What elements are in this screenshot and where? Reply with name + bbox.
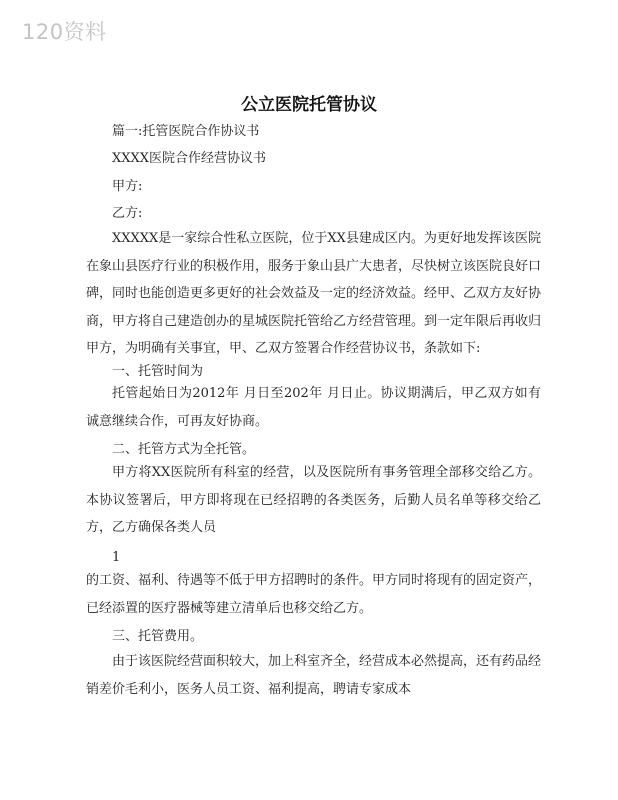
document-title: 公立医院托管协议 xyxy=(241,95,377,115)
section-1-heading: 一、托管时间为 xyxy=(112,364,204,379)
party-a-label: 甲方: xyxy=(112,179,143,194)
section-3-body: 由于该医院经营面积较大，加上科室齐全，经营成本必然提高，还有药品经销差价毛利小，医务人员工资、福利提高，聘请专家成本 xyxy=(86,654,542,697)
watermark: 120资料 xyxy=(22,20,107,44)
section-2-heading: 二、托管方式为全托管。 xyxy=(112,442,256,457)
section-1-body: 托管起始日为2012年 月日至202年 月日止。协议期满后，甲乙双方如有诚意继续合作，可再友好协商。 xyxy=(86,386,541,429)
subtitle: 篇一:托管医院合作协议书 xyxy=(112,124,260,139)
section-2-continued: 的工资、福利、待遇等不低于甲方招聘时的条件。甲方同时将现有的固定资产，已经添置的医疗器械等建立清单后也移交给乙方。 xyxy=(86,573,542,616)
section-3-heading: 三、托管费用。 xyxy=(112,629,204,644)
page-number: 1 xyxy=(112,550,121,565)
intro-paragraph: XXXXX是一家综合性私立医院，位于XX县建成区内。为更好地发挥该医院在象山县医疗行业的积极作用，服务于象山县广大患者，尽快树立该医院良好口碑，同时也能创造更多更好的社会效益及一定的经济效益。经甲、乙双方友好协商，甲方将自己建造创办的星城医院托管给乙方经营管理。到一定年限后再收归甲方，为明确有关事宜，甲、乙双方签署合作经营协议书，条款如下: xyxy=(86,231,542,356)
section-2-body: 甲方将XX医院所有科室的经营，以及医院所有事务管理全部移交给乙方。本协议签署后，甲方即将现在已经招聘的各类医务，后勤人员名单等移交给乙方，乙方确保各类人员 xyxy=(86,465,541,535)
party-b-label: 乙方: xyxy=(112,206,143,221)
agreement-name: XXXX医院合作经营协议书 xyxy=(112,151,267,166)
